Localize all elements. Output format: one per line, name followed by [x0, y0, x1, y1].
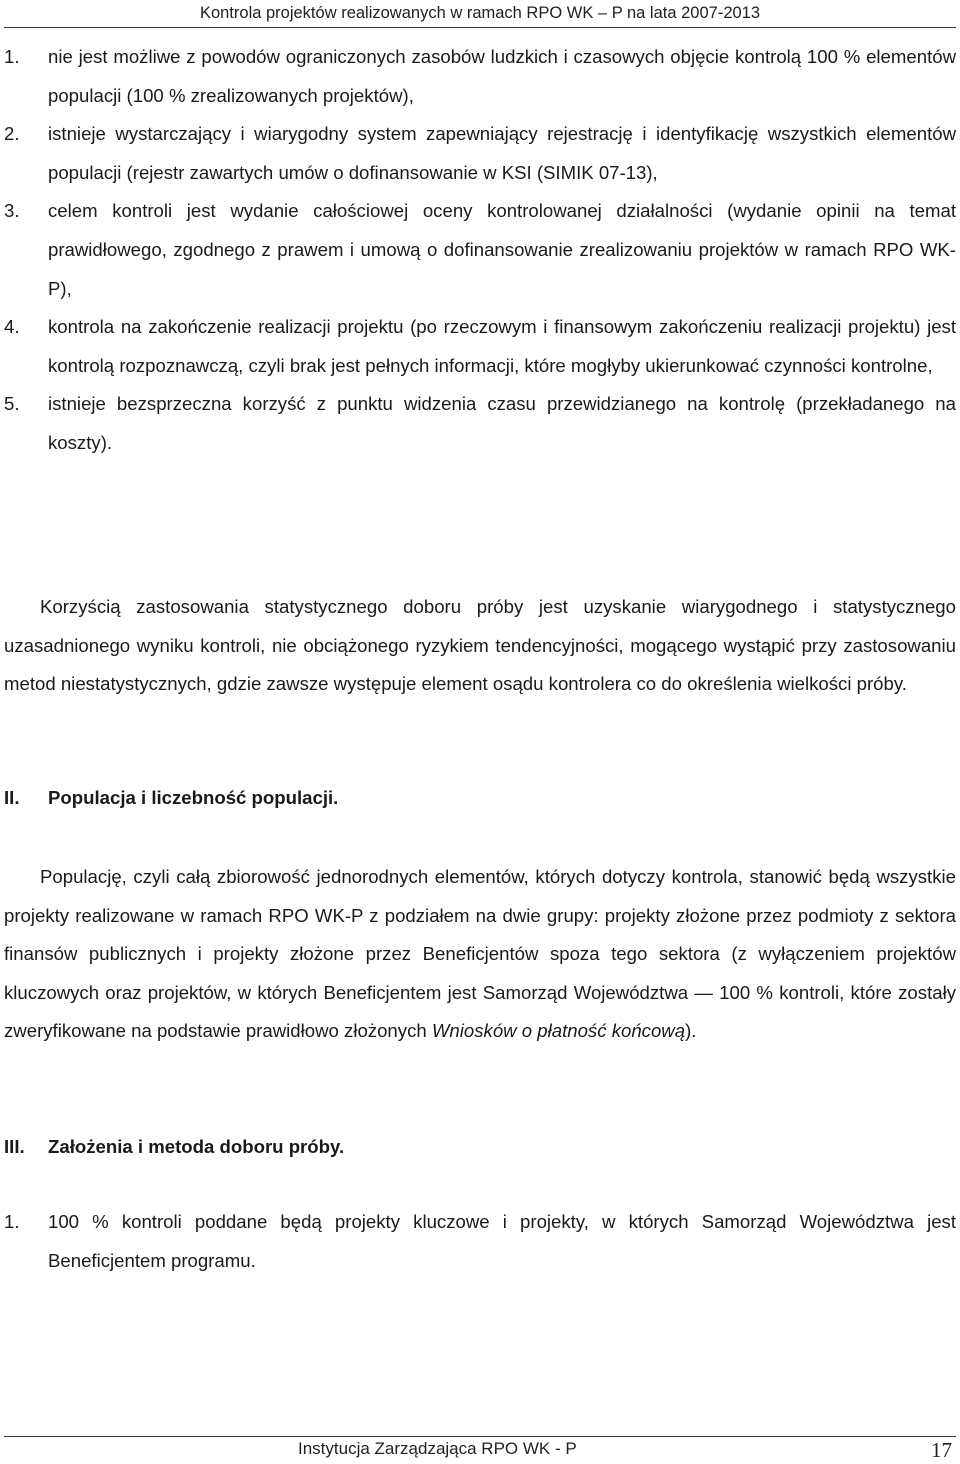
footer-divider — [4, 1436, 956, 1437]
list-item-number: 4. — [4, 316, 20, 338]
list-item-number: 2. — [4, 123, 20, 145]
conditions-list — [4, 38, 956, 463]
list-item — [4, 115, 956, 192]
list-item-text: istnieje wystarczający i wiarygodny system zapewniający rejestrację i identyfikację wszystkich elementów populacji (rejestr zawartych umów o dofinansowanie w KSI (SIMIK 07-13), — [48, 123, 956, 183]
list-item — [4, 38, 956, 115]
list-item — [4, 192, 956, 308]
population-italic-text: Wniosków o płatność końcową — [431, 1020, 686, 1042]
section-title: Populacja i liczebność populacji. — [48, 787, 339, 808]
population-text: Populację, czyli całą zbiorowość jednorodnych elementów, których dotyczy kontrola, stanowić będą wszystkie projekty realizowane w ramach RPO WK-P z podziałem na dwie grupy: projekty złożone przez podmioty z sektora finansów publicznych i projekty złożone przez Beneficjentów spoza tego sektora (z wyłączeniem projektów kluczowych oraz projektów, w których Beneficjentem jest Samorząd Województwa — 100 % kontroli, które zostały zweryfikowane na podstawie prawidłowo złożonych — [4, 866, 956, 1042]
section-title: Założenia i metoda doboru próby. — [48, 1136, 345, 1157]
list-item — [4, 308, 956, 385]
list-item-number: 1. — [4, 46, 20, 67]
list-item-text: istnieje bezsprzeczna korzyść z punktu widzenia czasu przewidzianego na kontrolę (przekładanego na koszty). — [48, 393, 956, 453]
list-item-number: 5. — [4, 393, 20, 415]
header-divider — [4, 27, 956, 28]
page-number: 17 — [931, 1438, 952, 1462]
section-number: II. — [4, 787, 20, 808]
list-item-text: kontrola na zakończenie realizacji projektu (po rzeczowym i finansowym zakończeniu realizacji projektu) jest kontrolą rozpoznawczą, czyli brak jest pełnych informacji, które mogłyby ukierunkować czynności kontrolne, — [48, 316, 956, 376]
section-heading-sampling — [4, 1133, 956, 1161]
benefit-paragraph: Korzyścią zastosowania statystycznego doboru próby jest uzyskanie wiarygodnego i statystycznego uzasadnionego wyniku kontroli, nie obciążonego ryzykiem tendencyjności, mogącego wystąpić przy zastosowaniu metod niestatystycznych, gdzie zawsze występuje element osądu kontrolera co do określenia wielkości próby. — [4, 596, 956, 695]
list-item — [4, 385, 956, 462]
header-title: Kontrola projektów realizowanych w ramach RPO WK – P na lata 2007-2013 — [199, 4, 761, 22]
list-item-text: celem kontroli jest wydanie całościowej oceny kontrolowanej działalności (wydanie opinii na temat prawidłowego, zgodnego z prawem i umową o dofinansowanie zrealizowaniu projektów w ramach RPO WK-P), — [48, 200, 956, 299]
list-item-text: nie jest możliwe z powodów ograniczonych zasobów ludzkich i czasowych objęcie kontrolą 100 % elementów populacji (100 % zrealizowanych projektów), — [48, 46, 956, 106]
list-item-text: 100 % kontroli poddane będą projekty kluczowe i projekty, w których Samorząd Województwa jest Beneficjentem programu. — [48, 1211, 956, 1271]
section-heading-population — [4, 784, 956, 812]
page-header — [0, 0, 960, 26]
sampling-list — [4, 1203, 956, 1280]
list-item-number: 1. — [4, 1211, 20, 1232]
list-item — [4, 1203, 956, 1280]
footer-institution: Instytucja Zarządzająca RPO WK - P — [298, 1439, 577, 1458]
population-text-end: ). — [685, 1020, 697, 1042]
section-number: III. — [4, 1136, 25, 1157]
list-item-number: 3. — [4, 200, 20, 222]
population-paragraph — [4, 858, 956, 1051]
